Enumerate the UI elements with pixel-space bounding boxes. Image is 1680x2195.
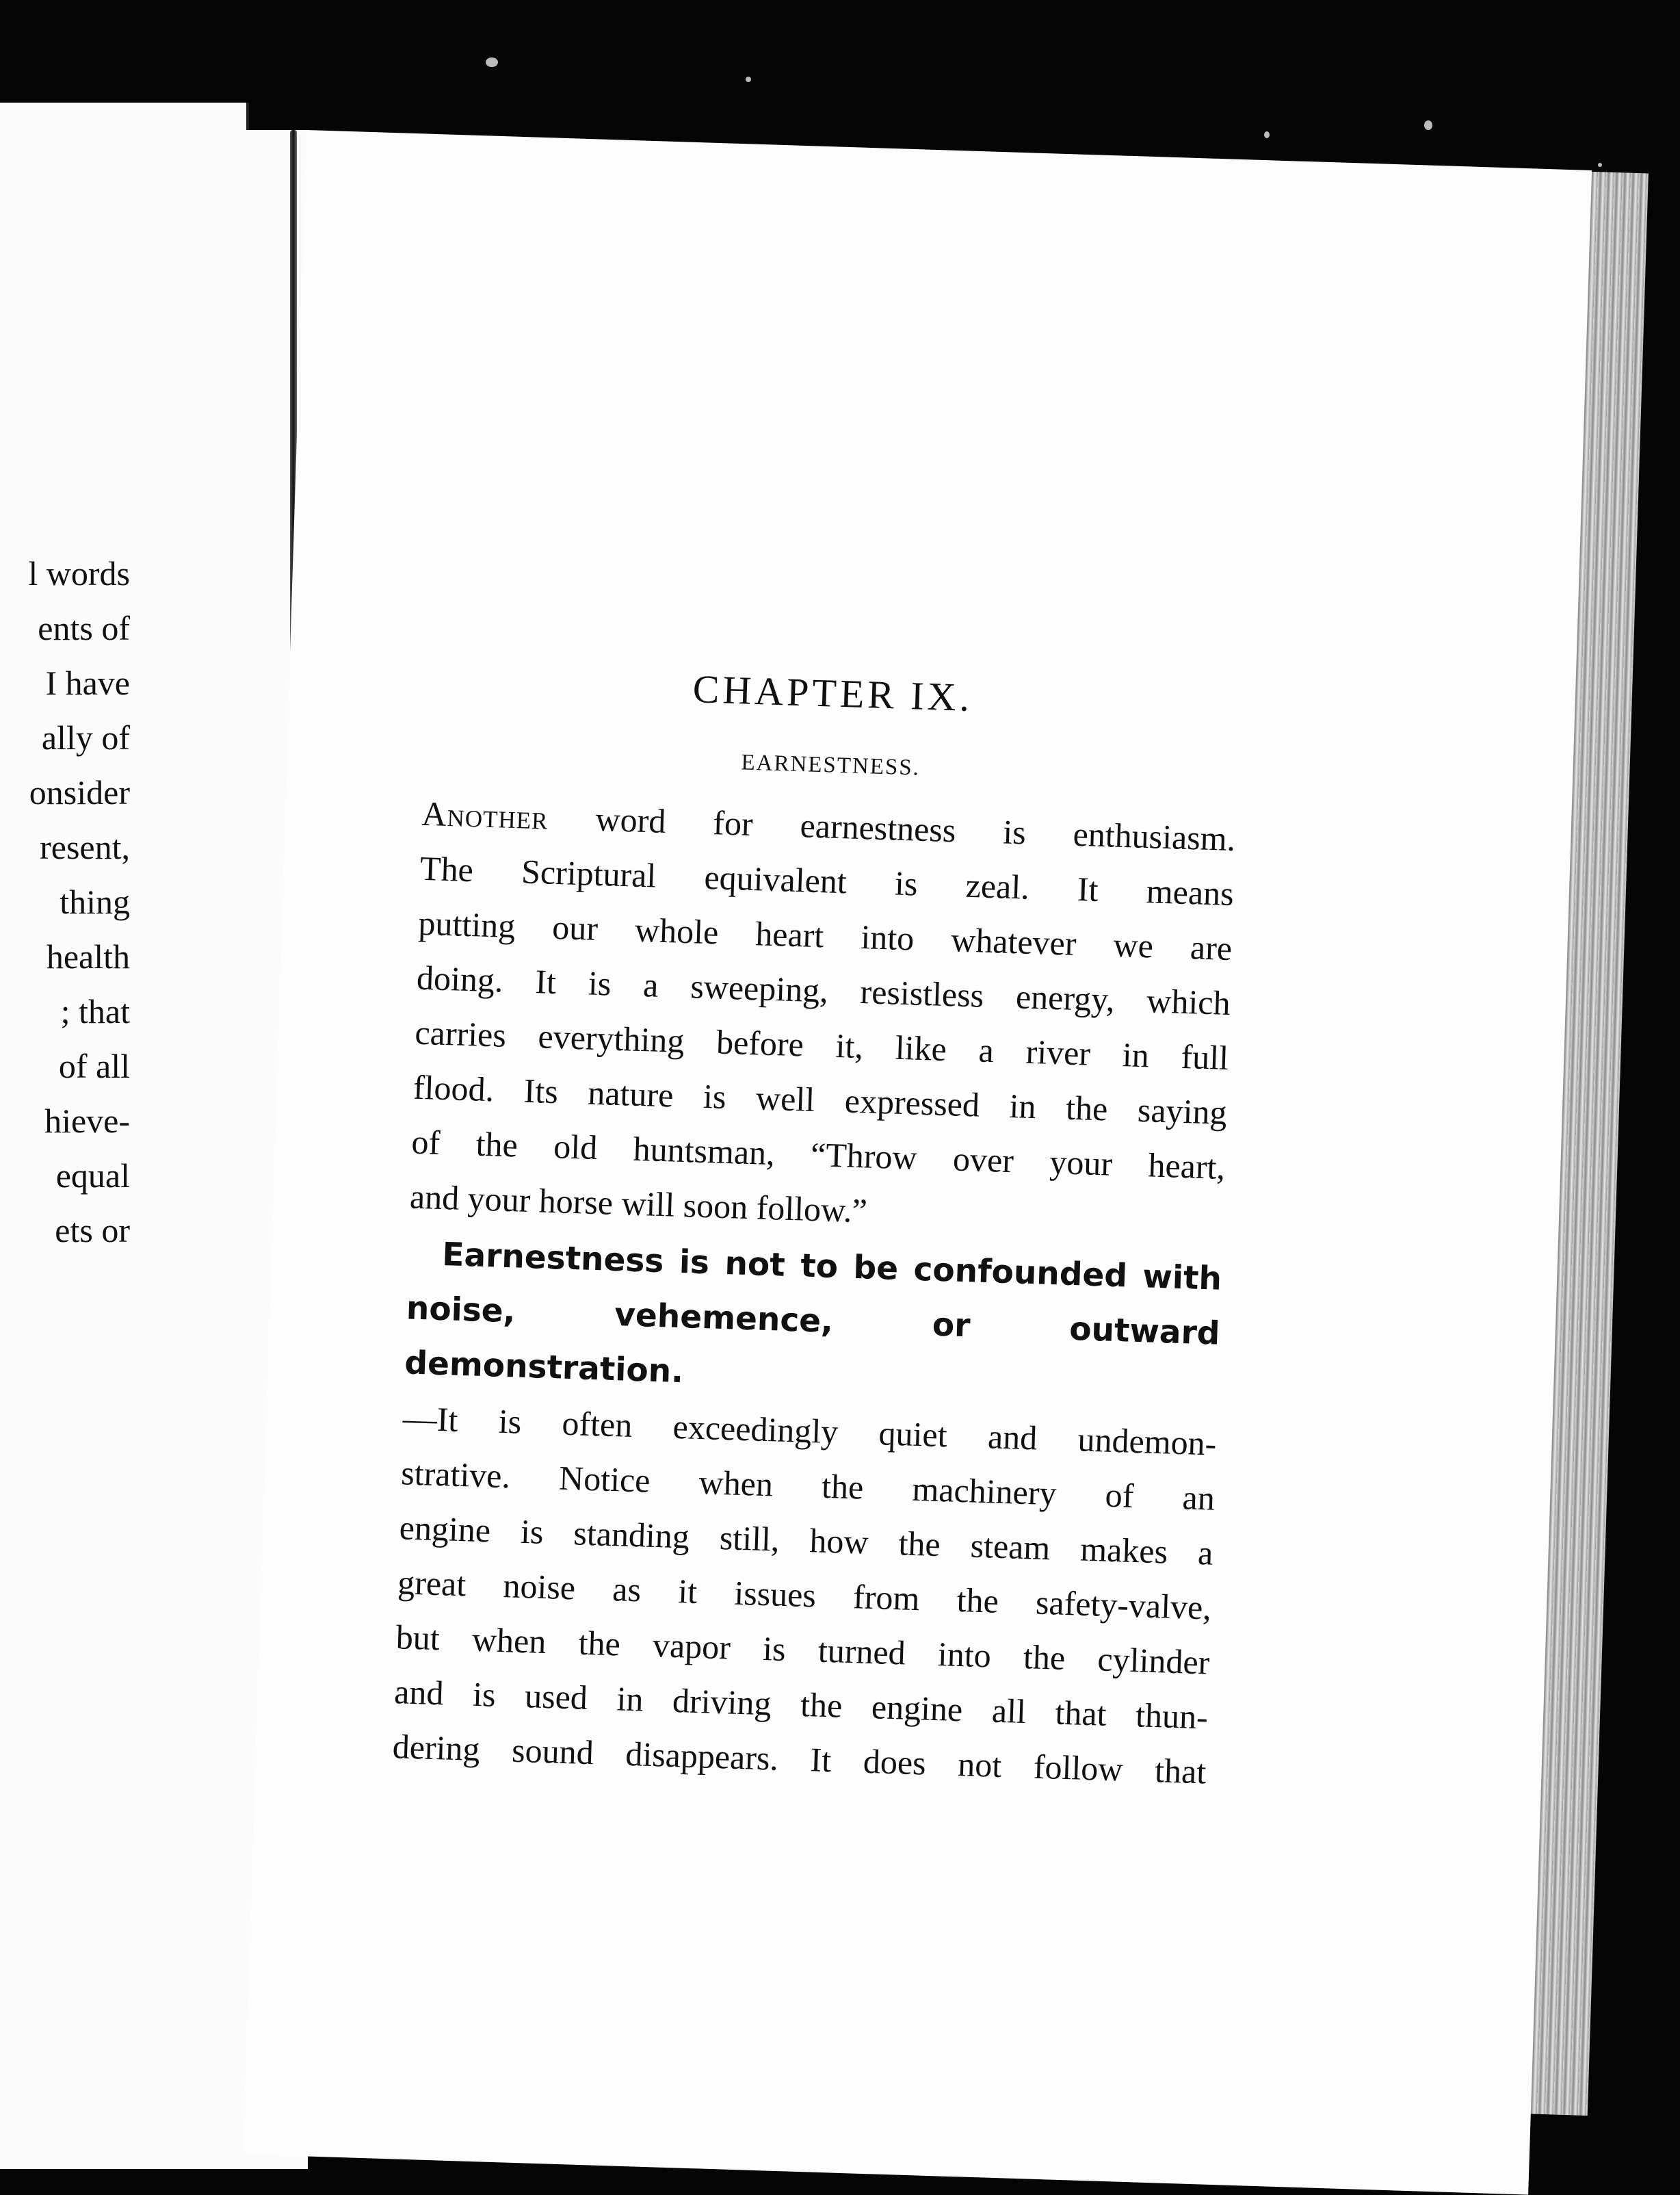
previous-page (0, 103, 249, 2169)
text-line: flood. Its nature is well expressed in the saying (412, 1067, 1228, 1132)
text-line: but when the vapor is turned into the cylinder (395, 1618, 1211, 1682)
chapter-title: CHAPTER IX. (692, 666, 974, 720)
text-line: of the old huntsman, “Throw over your heart, (410, 1122, 1226, 1186)
previous-page-text (0, 546, 130, 1258)
text-line: equal (55, 1156, 130, 1195)
text-line: ents of (38, 609, 130, 647)
scan-speck (1598, 163, 1602, 167)
lead-word: Another (421, 794, 549, 837)
paragraph-1 (409, 786, 1237, 1249)
text-line: health (46, 937, 130, 976)
current-page (243, 130, 1592, 2195)
text-line: and your horse will soon follow.” (409, 1177, 868, 1230)
text-line: of all (58, 1047, 130, 1085)
text-line: hieve- (44, 1102, 130, 1140)
scan-speck (1264, 131, 1270, 138)
text-line: engine is standing still, how the steam makes a (399, 1508, 1214, 1572)
text-line: l words (28, 554, 130, 593)
text-line: and is used in driving the engine all that thun- (393, 1672, 1209, 1737)
text-line: onsider (29, 773, 130, 811)
text-line: dering sound disappears. It does not follow that (391, 1727, 1207, 1791)
text-line: strative. Notice when the machinery of an (400, 1453, 1216, 1518)
page-text-block (392, 658, 1241, 1800)
scan-speck (1424, 120, 1432, 130)
scan-speck (486, 57, 498, 67)
text-line: ally of (41, 718, 130, 757)
text-line: resent, (40, 828, 130, 866)
text-line: ets or (55, 1211, 130, 1249)
text-line: The Scriptural equivalent is zeal. It means (419, 848, 1235, 913)
text-line: —It is often exceedingly quiet and undemon- (402, 1399, 1218, 1463)
text-line: I have (45, 664, 130, 702)
paragraph-heading-line: Earnestness is not to be confounded with (441, 1236, 1222, 1298)
scan-speck (746, 77, 751, 82)
text-line: doing. It is a sweeping, resistless energy, which (416, 958, 1231, 1023)
text-line: carries everything before it, like a river in full (414, 1013, 1229, 1077)
text-line: ; that (60, 992, 130, 1030)
section-title: EARNESTNESS. (740, 750, 921, 781)
paragraph-2 (392, 1226, 1223, 1799)
text-line: great noise as it issues from the safety-valve, (397, 1563, 1212, 1627)
text-line-rest: word for earnestness is enthusiasm. (547, 798, 1237, 859)
text-line: thing (60, 883, 130, 921)
text-line: putting our whole heart into whatever we are (417, 903, 1233, 968)
paragraph-heading-line: noise, vehemence, or outward demonstration. (404, 1289, 1221, 1391)
